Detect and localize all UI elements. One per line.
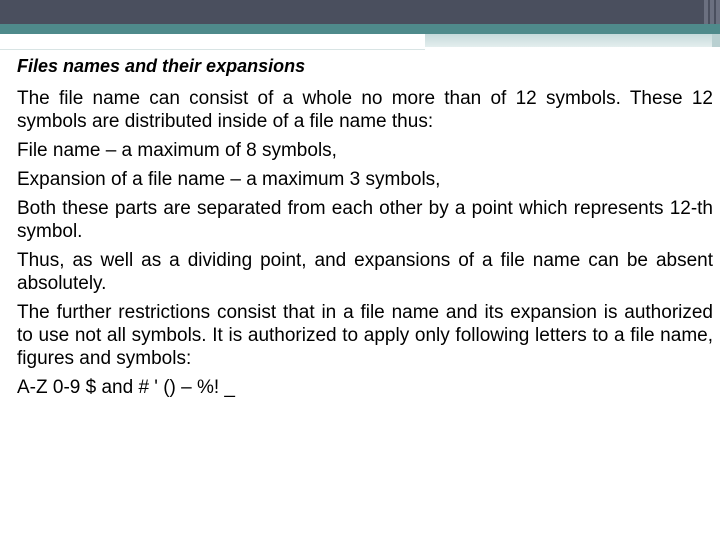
paragraph-expansion: Expansion of a file name – a maximum 3 symbols, (17, 169, 441, 190)
paragraph-allowed-symbols: A-Z 0-9 $ and # ' () – %! _ (17, 377, 235, 398)
slide-content (17, 55, 713, 405)
slide-header-bar (0, 0, 720, 24)
header-stripes-decoration (698, 0, 720, 24)
paragraph-separator: Both these parts are separated from each other by a point which represents 12-th symbol. (17, 198, 713, 242)
slide-accent-band (0, 24, 720, 34)
paragraph-absent: Thus, as well as a dividing point, and expansions of a file name can be absent absolutely. (17, 250, 713, 294)
paragraph-intro: The file name can consist of a whole no more than of 12 symbols. These 12 symbols are distributed inside of a file name thus: (17, 88, 713, 132)
paragraph-file-name: File name – a maximum of 8 symbols, (17, 140, 337, 161)
slide-title-tab (0, 34, 425, 50)
slide-right-accent (712, 34, 720, 47)
paragraph-restrictions: The further restrictions consist that in a file name and its expansion is authorized to use not all symbols. It is authorized to apply only following letters to a file name, figures and symbols: (17, 302, 713, 369)
slide-title: Files names and their expansions (17, 56, 306, 76)
